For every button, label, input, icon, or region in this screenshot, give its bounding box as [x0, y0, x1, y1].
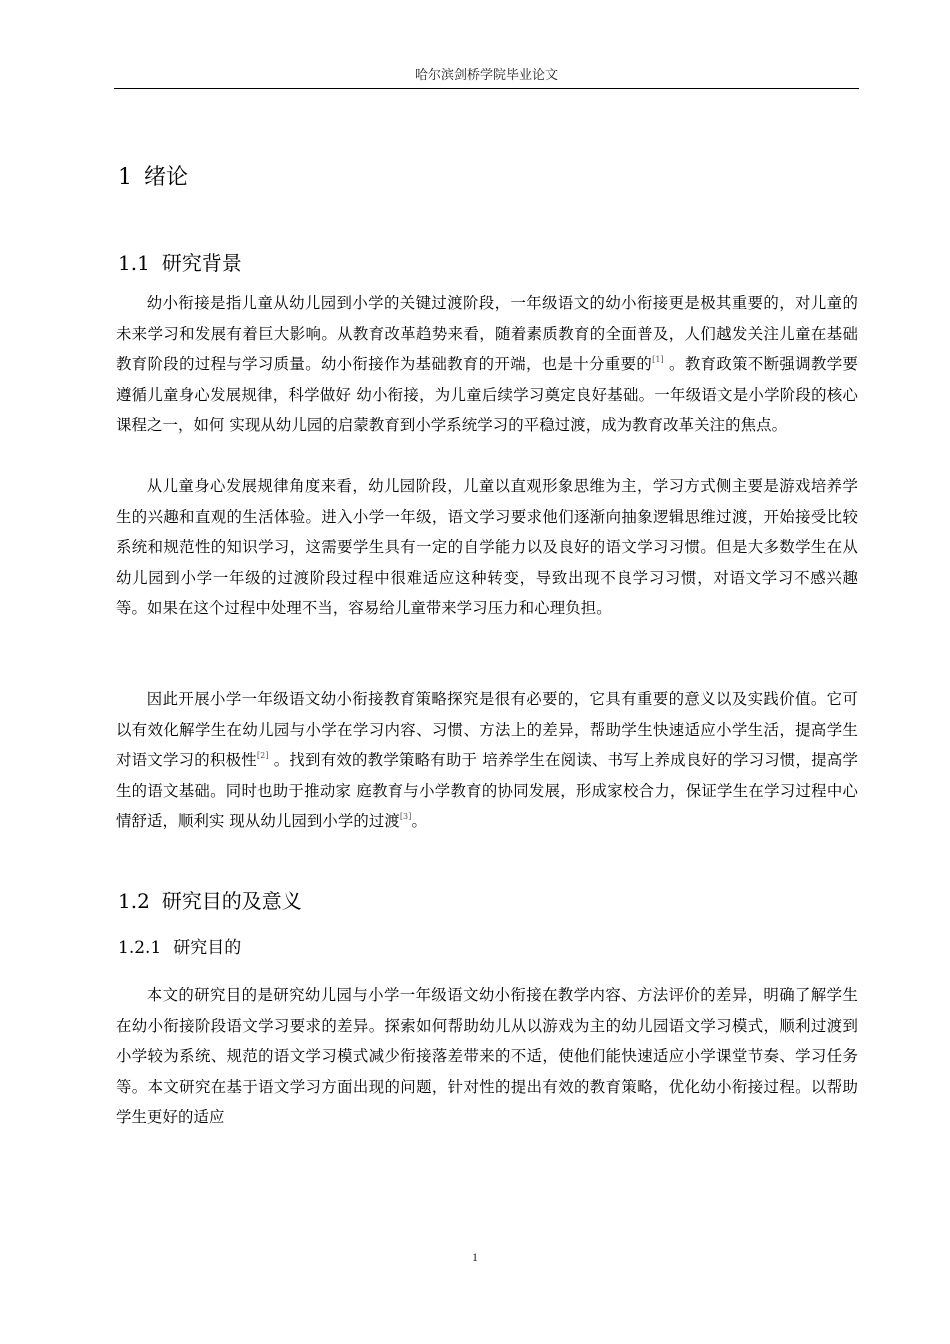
subsection-title: 研究目的	[173, 938, 242, 958]
page-header	[114, 64, 859, 89]
chapter-number: 1	[118, 165, 132, 190]
paragraph-background-2	[116, 471, 858, 624]
paragraph-text: 。教育政策不断强调教学要遵循儿童身心发展规律，科学做好 幼小衔接，为儿童后续学习奠定良好基础。一年级语文是小学阶段的核心课程之一，如何 实现从幼儿园的启蒙教育到小学系统学习的平稳过渡，成为教育改革关注的焦点。	[116, 355, 858, 434]
paragraph-text: 本文的研究目的是研究幼儿园与小学一年级语文幼小衔接在教学内容、方法评价的差异，明确了解学生在幼小衔接阶段语文学习要求的差异。探索如何帮助幼儿从以游戏为主的幼儿园语文学习模式，顺利过渡到小学较为系统、规范的语文学习模式减少衔接落差带来的不适，使他们能快速适应小学课堂节奏、学习任务等。本文研究在基于语文学习方面出现的问题，针对性的提出有效的教育策略，优化幼小衔接过程。以帮助学生更好的适应	[116, 986, 858, 1126]
paragraph-background-1	[116, 288, 858, 441]
section-number: 1.2	[118, 889, 150, 913]
section-heading-1-2	[118, 886, 302, 916]
chapter-heading	[118, 162, 188, 194]
section-title: 研究背景	[161, 251, 242, 275]
chapter-title: 绪论	[144, 165, 189, 190]
citation-ref: [1]	[652, 355, 664, 364]
paragraph-text: 从儿童身心发展规律角度来看，幼儿园阶段，儿童以直观形象思维为主，学习方式侧主要是游戏培养学生的兴趣和直观的生活体验。进入小学一年级，语文学习要求他们逐渐向抽象逻辑思维过渡，开始接受比较系统和规范性的知识学习，这需要学生具有一定的自学能力以及良好的语文学习习惯。但是大多数学生在从幼儿园到小学一年级的过渡阶段过程中很难适应这种转变，导致出现不良学习习惯，对语文学习不感兴趣等。如果在这个过程中处理不当，容易给儿童带来学习压力和心理负担。	[116, 477, 858, 617]
paragraph-text: 幼小衔接是指儿童从幼儿园到小学的关键过渡阶段，一年级语文的幼小衔接更是极其重要的，对儿童的未来学习和发展有着巨大影响。从教育改革趋势来看，随着素质教育的全面普及，人们越发关注儿童在基础教育阶段的过程与学习质量。幼小衔接作为基础教育的开端，也是十分重要的	[116, 294, 858, 373]
header-title: 哈尔滨剑桥学院毕业论文	[414, 67, 558, 82]
page-footer	[0, 1250, 950, 1265]
paragraph-background-3	[116, 684, 858, 837]
citation-ref: [2]	[256, 751, 269, 760]
section-heading-1-1	[118, 248, 242, 278]
subsection-number: 1.2.1	[118, 938, 162, 958]
citation-ref: [3]	[399, 812, 412, 821]
paragraph-purpose	[116, 980, 858, 1133]
page-number: 1	[472, 1250, 478, 1264]
section-title: 研究目的及意义	[161, 889, 302, 913]
paragraph-text: 。	[411, 812, 427, 830]
paragraph-text: 因此开展小学一年级语文幼小衔接教育策略探究是很有必要的，它具有重要的意义以及实践价值。它可以有效化解学生在幼儿园与小学在学习内容、习惯、方法上的差异，帮助学生快速适应小学生活，提高学生对语文学习的积极性	[116, 690, 858, 769]
subsection-heading-1-2-1	[118, 935, 241, 961]
paragraph-text: 。找到有效的教学策略有助于 培养学生在阅读、书写上养成良好的学习习惯，提高学生的语文基础。同时也助于推动家 庭教育与小学教育的协同发展，形成家校合力，保证学生在学习过程中心情舒适，顺利实 现从幼儿园到小学的过渡	[116, 751, 859, 830]
section-number: 1.1	[118, 251, 150, 275]
